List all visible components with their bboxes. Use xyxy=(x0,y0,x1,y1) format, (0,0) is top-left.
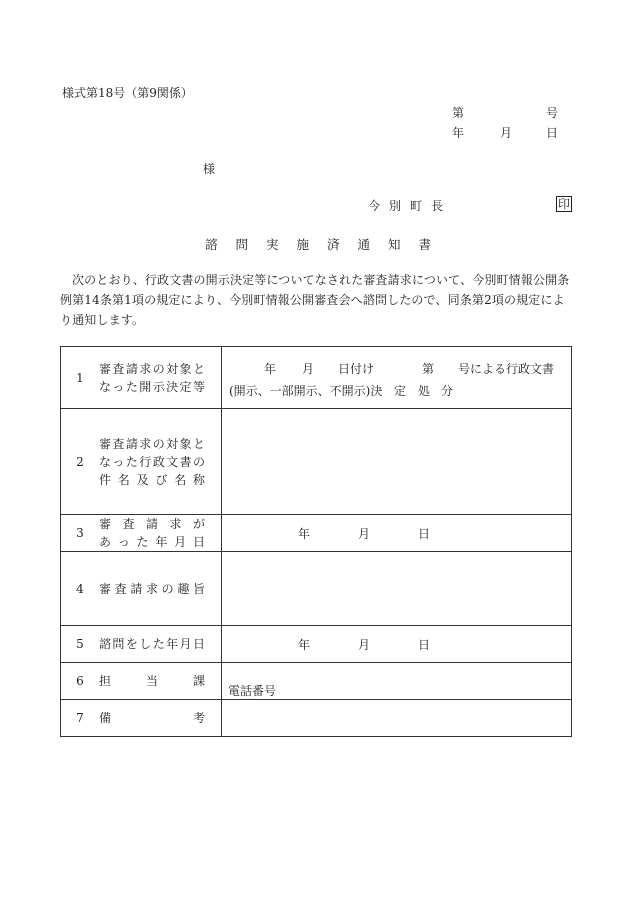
table-row xyxy=(61,515,572,552)
row-number: 5 xyxy=(76,637,84,651)
table-row xyxy=(61,347,572,409)
value-text: 定 xyxy=(394,383,407,398)
table-row xyxy=(61,409,572,515)
form-number: 様式第18号（第9関係） xyxy=(62,86,193,100)
value-text: 分 xyxy=(441,383,454,398)
row-label-line: 担当課 xyxy=(99,674,205,688)
row-number: 3 xyxy=(76,526,84,540)
value-text: (開示、一部開示、不開示)決 xyxy=(229,383,383,398)
row-label-line: あった年月日 xyxy=(99,535,205,549)
value-text: 年 xyxy=(264,361,277,376)
row-label-line: なった行政文書の xyxy=(99,454,205,469)
row-value xyxy=(222,626,572,663)
row-number: 6 xyxy=(76,674,84,688)
value-text: 日 xyxy=(418,527,431,541)
row-label-line: 審査請求が xyxy=(99,517,205,531)
date-day: 日 xyxy=(545,126,558,140)
value-text: 第 xyxy=(422,361,435,376)
value-text: 年 xyxy=(298,638,311,652)
row-value xyxy=(222,663,572,700)
row-number: 4 xyxy=(76,581,84,596)
table-row xyxy=(61,626,572,663)
issuer-name: 今別町長 xyxy=(368,199,453,213)
row-value xyxy=(222,347,572,409)
date-month: 月 xyxy=(500,126,513,140)
row-value xyxy=(222,515,572,552)
date-year: 年 xyxy=(452,126,465,140)
notice-body: 次のとおり、行政文書の開示決定等についてなされた審査請求について、今別町情報公開条例第14条第1項の規定により、今別町情報公開審査会へ諮問したので、同条第2項の規定により通知します。 xyxy=(60,273,570,327)
row-number: 2 xyxy=(76,454,84,469)
details-table xyxy=(60,346,572,737)
document-title: 諮問実施済通知書 xyxy=(205,237,450,252)
phone-number-label: 電話番号 xyxy=(228,684,277,698)
seal-mark: 印 xyxy=(558,197,571,211)
number-suffix: 号 xyxy=(545,106,558,120)
value-text: 処 xyxy=(418,383,431,398)
row-value xyxy=(222,552,572,626)
row-number: 1 xyxy=(76,370,84,385)
value-text: 日付け xyxy=(338,361,375,376)
table-row xyxy=(61,552,572,626)
value-text: 月 xyxy=(358,638,371,652)
value-text: 月 xyxy=(358,527,371,541)
row-label-line: 審査請求の趣旨 xyxy=(99,581,205,596)
row-label-line: 諮問をした年月日 xyxy=(99,637,205,651)
addressee-suffix: 様 xyxy=(203,162,216,176)
table-row xyxy=(61,700,572,737)
row-label-line: 備考 xyxy=(99,711,205,725)
table-row xyxy=(61,663,572,700)
value-text: 号による行政文書 xyxy=(458,361,555,376)
row-number: 7 xyxy=(76,711,84,725)
row-value xyxy=(222,409,572,515)
number-prefix: 第 xyxy=(452,106,465,120)
value-text: 年 xyxy=(298,527,311,541)
row-label-line: なった開示決定等 xyxy=(99,379,205,394)
row-label-line: 審査請求の対象と xyxy=(99,361,205,376)
value-text: 日 xyxy=(418,638,431,652)
row-value xyxy=(222,700,572,737)
value-text: 月 xyxy=(302,361,315,376)
row-label-line: 件名及び名称 xyxy=(99,472,205,487)
row-label-line: 審査請求の対象と xyxy=(99,436,205,451)
